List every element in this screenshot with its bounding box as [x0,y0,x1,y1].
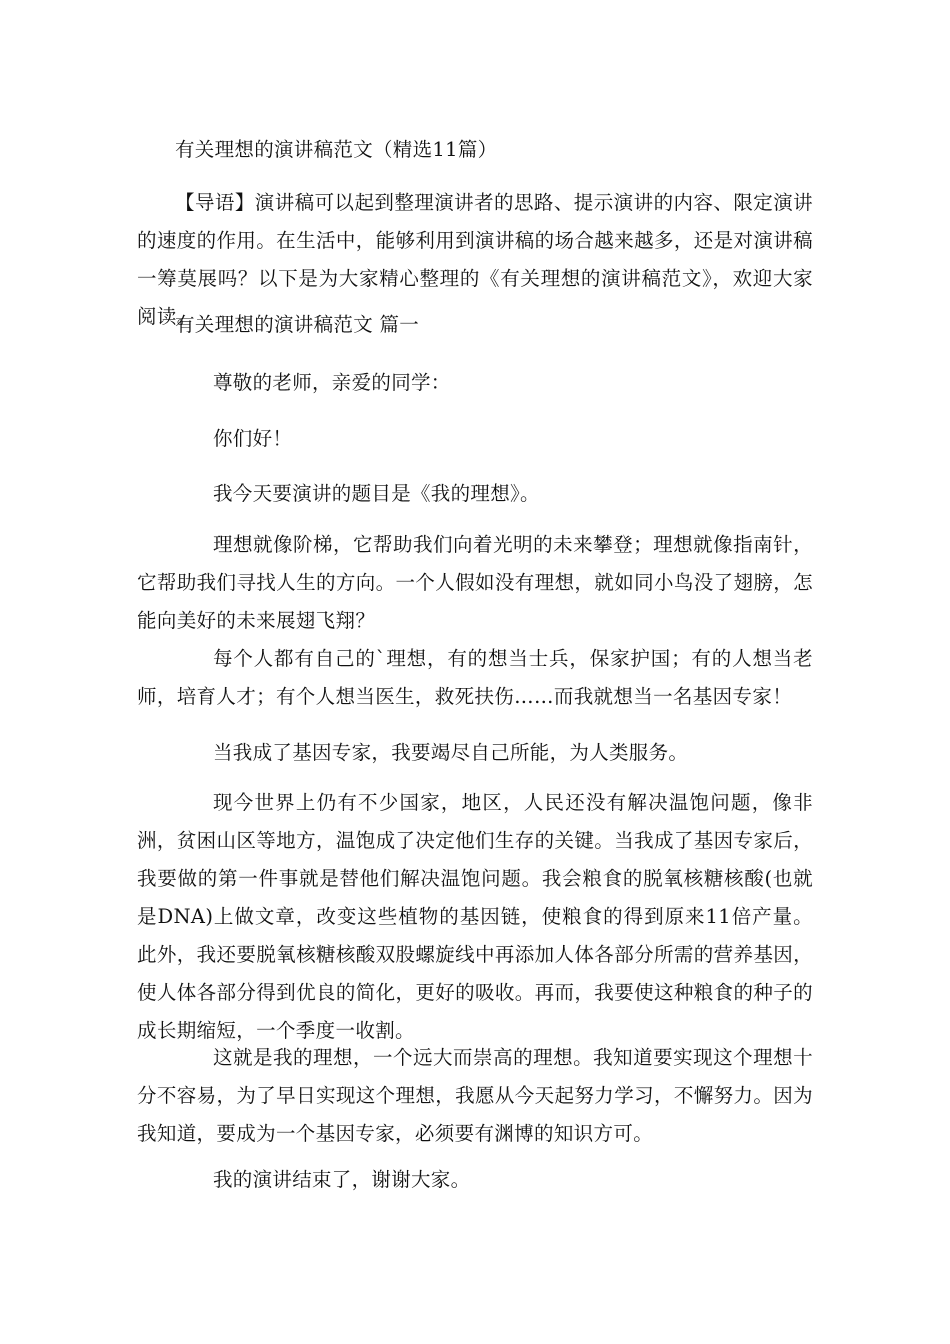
body-paragraph-4: 现今世界上仍有不少国家，地区，人民还没有解决温饱问题，像非洲，贫困山区等地方，温饱成了决定他们生存的关键。当我成了基因专家后，我要做的第一件事就是替他们解决温饱问题。我会粮食的脱氧核糖核酸(也就是DNA)上做文章，改变这些植物的基因链，使粮食的得到原来11倍产量。此外，我还要脱氧核糖核酸双股螺旋线中再添加人体各部分所需的营养基因，使人体各部分得到优良的简化，更好的吸收。再而，我要使这种粮食的种子的成长期缩短，一个季度一收割。 [137,791,813,1042]
body-paragraph-2: 每个人都有自己的`理想，有的想当士兵，保家护国；有的人想当老师，培育人才；有个人想当医生，救死扶伤……而我就想当一名基因专家！ [137,647,813,708]
body-paragraph-3: 当我成了基因专家，我要竭尽自己所能，为人类服务。 [213,741,689,764]
salutation: 尊敬的老师，亲爱的同学： [213,371,451,394]
body-paragraph-5: 这就是我的理想，一个远大而崇高的理想。我知道要实现这个理想十分不容易，为了早日实现这个理想，我愿从今天起努力学习，不懈努力。因为我知道，要成为一个基因专家，必须要有渊博的知识方可。 [137,1046,813,1145]
document-title: 有关理想的演讲稿范文（精选11篇） [175,138,498,161]
section-title: 有关理想的演讲稿范文 篇一 [175,313,420,336]
body-paragraph-1: 理想就像阶梯，它帮助我们向着光明的未来攀登；理想就像指南针，它帮助我们寻找人生的方向。一个人假如没有理想，就如同小鸟没了翅膀，怎能向美好的未来展翅飞翔？ [137,533,813,632]
speech-topic: 我今天要演讲的题目是《我的理想》。 [213,482,540,505]
greeting: 你们好！ [213,427,293,450]
intro-paragraph: 【导语】演讲稿可以起到整理演讲者的思路、提示演讲的内容、限定演讲的速度的作用。在生活中，能够利用到演讲稿的场合越来越多，还是对演讲稿一筹莫展吗？以下是为大家精心整理的《有关理想的演讲稿范文》，欢迎大家阅读。 [137,191,813,328]
closing: 我的演讲结束了，谢谢大家。 [213,1168,471,1191]
